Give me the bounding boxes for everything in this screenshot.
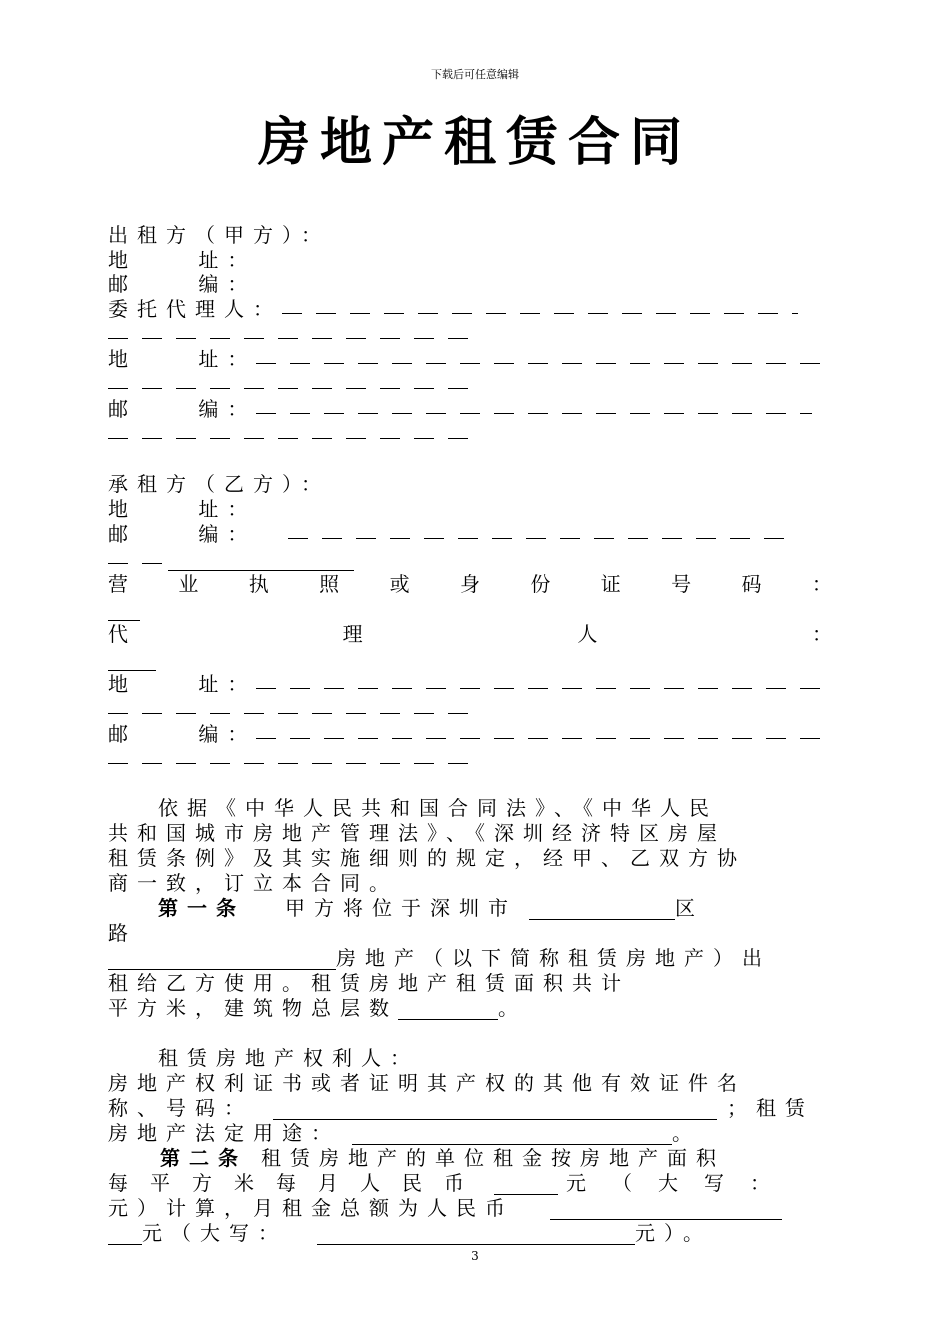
- article2-heading: 第二条: [160, 1146, 247, 1170]
- legal-use-line: 房地产法定用途： 。: [108, 1121, 692, 1145]
- article2-line3: 元）计算，月租金总额为人民币: [108, 1196, 848, 1221]
- page-header: 下载后可任意编辑: [431, 68, 519, 81]
- blank-continuation: [108, 422, 832, 447]
- lessor-agent-zip-label: 邮 编：: [108, 397, 257, 421]
- article1-line1: 第一条 甲方将位于深圳市 区: [158, 896, 695, 920]
- preamble-line: 依据《中华人民共和国合同法》、《中华人民: [158, 796, 718, 820]
- license-blank: [108, 597, 832, 622]
- blank-continuation: [108, 747, 832, 772]
- lessee-agent-address-line: [108, 672, 832, 697]
- lessor-agent-label: 委托代理人：: [108, 297, 282, 321]
- lessor-address-label: 地 址：: [108, 248, 257, 272]
- article2-line1: 第二条 租赁房地产的单位租金按房地产面积: [160, 1146, 725, 1170]
- lessor-agent-zip-line: [108, 397, 832, 422]
- lessee-license-line: 营 业 执 照 或 身 份 证 号 码 ：: [108, 572, 832, 596]
- lessor-agent-address-label: 地 址：: [108, 347, 257, 371]
- legal-use-blank: [352, 1124, 672, 1145]
- preamble-line: 租赁条例》及其实施细则的规定，经甲、乙双方协: [108, 846, 746, 870]
- lessor-agent-address-line: [108, 347, 832, 372]
- lessee-agent-line: 代 理 人 ：: [108, 622, 832, 646]
- lessee-address-label: 地 址：: [108, 497, 257, 521]
- blank-continuation: [108, 697, 832, 722]
- article2-line2: 每平方米每月人民币 元（大写：: [108, 1171, 796, 1195]
- preamble-line: 共和国城市房地产管理法》、《深圳经济特区房屋: [108, 821, 726, 845]
- blank-continuation: [108, 372, 832, 397]
- article2-line4: 元（大写： 元）。: [108, 1221, 832, 1246]
- blank-continuation: [108, 322, 832, 347]
- floors-blank: [398, 999, 498, 1020]
- district-blank: [529, 899, 675, 920]
- road-blank: [108, 949, 336, 970]
- cert-number-blank: [273, 1099, 717, 1120]
- blank-continuation: [108, 547, 832, 572]
- rights-cert-line: 房地产权利证书或者证明其产权的其他有效证件名: [108, 1071, 746, 1095]
- lessee-agent-zip-label: 邮 编：: [108, 722, 257, 746]
- article1-heading: 第一条: [158, 896, 245, 920]
- agent-blank: [108, 647, 832, 672]
- lessee-agent-zip-line: [108, 722, 832, 747]
- lessee-zip-line: [108, 522, 832, 547]
- monthly-rent-words-blank: [317, 1224, 635, 1245]
- lessor-agent-line: [108, 297, 832, 322]
- lessor-label: 出租方（甲方）：: [108, 223, 330, 247]
- lessee-zip-label: 邮 编：: [108, 522, 257, 546]
- article1-line5: 平方米，建筑物总层数 。: [108, 996, 518, 1020]
- article1-line2: 路: [108, 921, 128, 945]
- lessee-agent-address-label: 地 址：: [108, 672, 257, 696]
- unit-rent-blank: [494, 1174, 558, 1195]
- document-title: 房地产租赁合同: [257, 112, 692, 173]
- lessor-zip-label: 邮 编：: [108, 272, 257, 296]
- monthly-rent-blank: [550, 1199, 782, 1220]
- lessee-label: 承租方（乙方）：: [108, 472, 330, 496]
- rights-number-line: 称、号码： ；租赁: [108, 1096, 814, 1120]
- preamble-line: 商一致，订立本合同。: [108, 871, 398, 895]
- article1-line4: 租给乙方使用。租赁房地产租赁面积共计: [108, 971, 630, 995]
- agent-blank: [282, 301, 798, 321]
- rights-holder-line: 租赁房地产权利人：: [158, 1046, 419, 1070]
- article1-line3: 房地产（以下简称租赁房地产）出: [108, 946, 832, 971]
- page-number: 3: [471, 1249, 479, 1263]
